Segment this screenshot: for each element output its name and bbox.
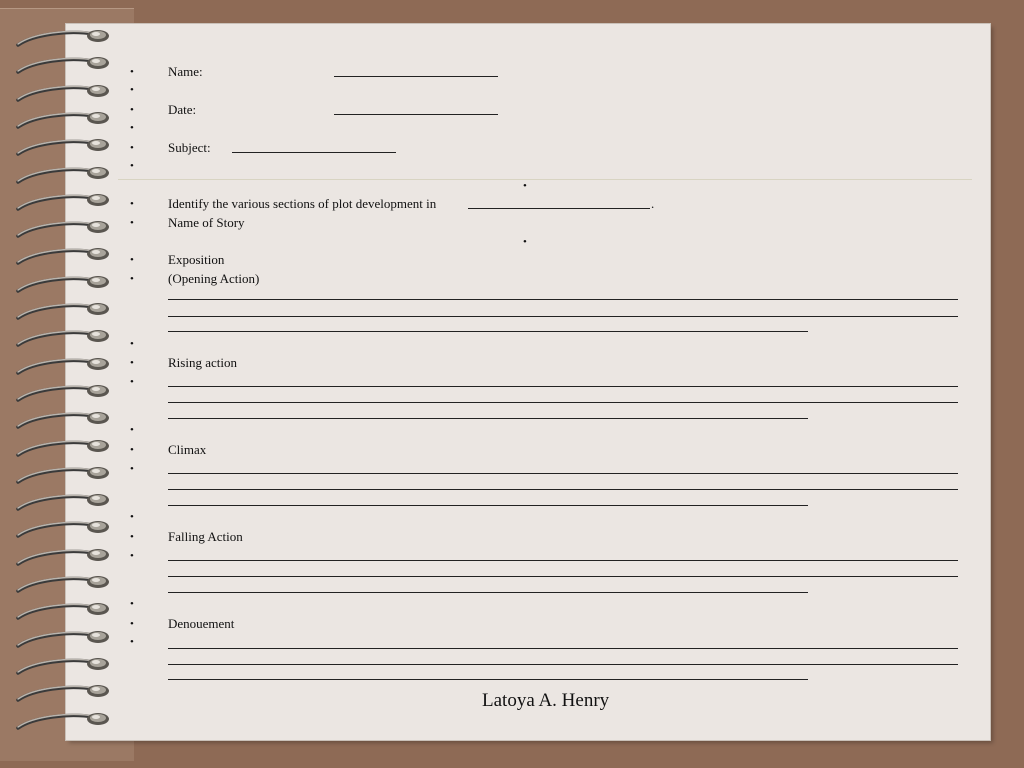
bullet: • <box>130 463 134 475</box>
section-title-exposition: Exposition <box>168 252 225 267</box>
answer-line[interactable] <box>168 576 958 577</box>
answer-line[interactable] <box>168 473 958 474</box>
spiral-ring-icon <box>14 410 114 430</box>
answer-line[interactable] <box>168 386 958 387</box>
author-signature: Latoya A. Henry <box>482 690 610 711</box>
answer-line[interactable] <box>168 316 958 317</box>
spiral-ring-icon <box>14 629 114 649</box>
section-title-denouement: Denouement <box>168 616 235 631</box>
bullet: • <box>523 236 527 248</box>
bullet: • <box>130 217 134 229</box>
bullet: • <box>130 254 134 266</box>
instruction-text: Identify the various sections of plot development in <box>168 196 440 211</box>
bullet: • <box>130 444 134 456</box>
section-title-rising-action: Rising action <box>168 355 237 370</box>
name-label: Name: <box>168 64 203 79</box>
bullet: • <box>130 104 134 116</box>
bullet: • <box>130 618 134 630</box>
section-title-falling-action: Falling Action <box>168 529 243 544</box>
answer-line[interactable] <box>168 592 808 593</box>
spiral-ring-icon <box>14 83 114 103</box>
section-title-climax: Climax <box>168 442 207 457</box>
spiral-ring-icon <box>14 438 114 458</box>
bullet: • <box>130 424 134 436</box>
name-field[interactable] <box>334 76 498 77</box>
bullet: • <box>130 160 134 172</box>
spiral-ring-icon <box>14 246 114 266</box>
answer-line[interactable] <box>168 331 808 332</box>
spiral-ring-icon <box>14 601 114 621</box>
spiral-ring-icon <box>14 711 114 731</box>
answer-line[interactable] <box>168 664 958 665</box>
spiral-ring-icon <box>14 465 114 485</box>
bullet: • <box>130 550 134 562</box>
spiral-ring-icon <box>14 356 114 376</box>
notebook-page <box>66 24 990 740</box>
bullet: • <box>130 531 134 543</box>
bullet: • <box>130 84 134 96</box>
spiral-ring-icon <box>14 492 114 512</box>
spiral-ring-icon <box>14 165 114 185</box>
spiral-ring-icon <box>14 28 114 48</box>
subject-field[interactable] <box>232 152 396 153</box>
spiral-ring-icon <box>14 383 114 403</box>
bullet: • <box>130 273 134 285</box>
answer-line[interactable] <box>168 648 958 649</box>
answer-line[interactable] <box>168 299 958 300</box>
date-field[interactable] <box>334 114 498 115</box>
spiral-ring-icon <box>14 683 114 703</box>
section-subtitle-exposition: (Opening Action) <box>168 271 260 286</box>
spiral-ring-icon <box>14 519 114 539</box>
bullet: • <box>130 338 134 350</box>
answer-line[interactable] <box>168 418 808 419</box>
story-label: Name of Story <box>168 215 245 230</box>
spiral-ring-icon <box>14 192 114 212</box>
header-divider <box>118 179 972 180</box>
answer-line[interactable] <box>168 505 808 506</box>
instruction-period: . <box>651 196 655 211</box>
answer-line[interactable] <box>168 489 958 490</box>
answer-line[interactable] <box>168 402 958 403</box>
answer-line[interactable] <box>168 679 808 680</box>
bullet: • <box>130 66 134 78</box>
bullet: • <box>130 598 134 610</box>
bullet: • <box>130 122 134 134</box>
spiral-ring-icon <box>14 274 114 294</box>
spiral-ring-icon <box>14 547 114 567</box>
bullet: • <box>130 142 134 154</box>
date-label: Date: <box>168 102 197 117</box>
spiral-ring-icon <box>14 219 114 239</box>
spiral-ring-icon <box>14 574 114 594</box>
bullet: • <box>130 511 134 523</box>
spiral-ring-icon <box>14 110 114 130</box>
bullet: • <box>130 198 134 210</box>
spiral-ring-icon <box>14 55 114 75</box>
spiral-ring-icon <box>14 301 114 321</box>
bullet: • <box>130 636 134 648</box>
bullet: • <box>523 180 527 192</box>
subject-label: Subject: <box>168 140 211 155</box>
answer-line[interactable] <box>168 560 958 561</box>
bullet: • <box>130 357 134 369</box>
story-name-field[interactable] <box>468 208 650 209</box>
bullet: • <box>130 376 134 388</box>
spiral-ring-icon <box>14 328 114 348</box>
spiral-ring-icon <box>14 656 114 676</box>
spiral-ring-icon <box>14 137 114 157</box>
